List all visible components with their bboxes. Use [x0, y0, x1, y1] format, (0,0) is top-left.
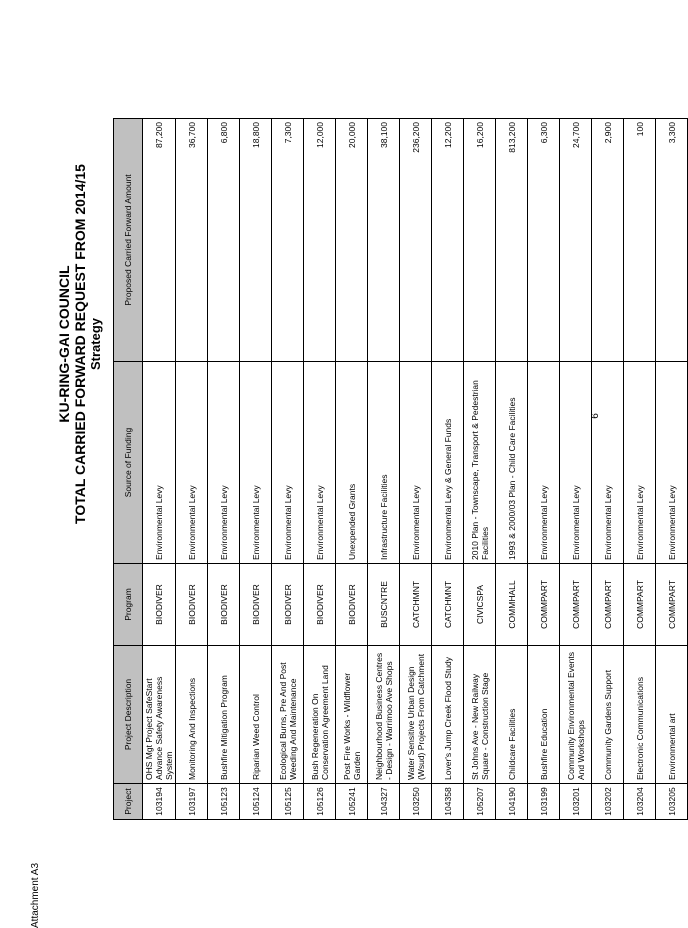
amount-cell: 2,900	[592, 119, 624, 362]
column-header-source: Source of Funding	[114, 362, 143, 564]
table-row	[368, 119, 400, 820]
source-cell: Environmental Levy & General Funds	[432, 362, 464, 564]
table-row	[496, 119, 528, 820]
column-header-description: Project Description	[114, 646, 143, 784]
description-cell: Bushfire Mitigation Program	[208, 646, 240, 784]
program-cell: BIODIVER	[336, 564, 368, 646]
table-row	[528, 119, 560, 820]
source-cell: Environmental Levy	[656, 362, 688, 564]
source-cell: Environmental Levy	[400, 362, 432, 564]
column-header-project: Project	[114, 784, 143, 820]
page-number: 6	[590, 413, 601, 419]
description-cell: Childcare Facilities	[496, 646, 528, 784]
table-row	[592, 119, 624, 820]
table-row	[143, 119, 176, 820]
program-cell: COMMPART	[656, 564, 688, 646]
program-cell: COMMHALL	[496, 564, 528, 646]
description-cell: Water Sensitive Urban Design (Wsud) Projects From Catchment	[400, 646, 432, 784]
project-cell: 105126	[304, 784, 336, 820]
report-title: TOTAL CARRIED FORWARD REQUEST FROM 2014/15	[72, 164, 88, 524]
table-row	[208, 119, 240, 820]
table-header-row	[114, 119, 143, 820]
project-cell: 103199	[528, 784, 560, 820]
description-cell: Community Gardens Support	[592, 646, 624, 784]
description-cell: Riparian Weed Control	[240, 646, 272, 784]
amount-cell: 12,000	[304, 119, 336, 362]
amount-cell: 100	[624, 119, 656, 362]
table-row	[464, 119, 496, 820]
amount-cell: 813,200	[496, 119, 528, 362]
source-cell: 1993 & 2000/03 Plan - Child Care Facilities	[496, 362, 528, 564]
source-cell: Environmental Levy	[143, 362, 176, 564]
table-row	[176, 119, 208, 820]
carried-forward-table	[113, 118, 688, 820]
source-cell: Environmental Levy	[176, 362, 208, 564]
description-cell: Ecological Burns, Pre And Post Weeding And Maintenance	[272, 646, 304, 784]
table-row	[304, 119, 336, 820]
table-row	[624, 119, 656, 820]
project-cell: 105123	[208, 784, 240, 820]
project-cell: 103201	[560, 784, 592, 820]
project-cell: 103250	[400, 784, 432, 820]
table-row	[432, 119, 464, 820]
table-row	[336, 119, 368, 820]
description-cell: OHS Mgt Project SafeStart Advance Safety Awareness System	[143, 646, 176, 784]
description-cell: Post Fire Works - Wildflower Garden	[336, 646, 368, 784]
project-cell: 105207	[464, 784, 496, 820]
source-cell: Environmental Levy	[592, 362, 624, 564]
report-subtitle: Strategy	[88, 317, 103, 371]
project-cell: 103204	[624, 784, 656, 820]
description-cell: St Johns Ave - New Railway Square - Construction Stage	[464, 646, 496, 784]
project-cell: 105241	[336, 784, 368, 820]
program-cell: BIODIVER	[272, 564, 304, 646]
project-cell: 105125	[272, 784, 304, 820]
attachment-label: Attachment A3	[30, 862, 41, 928]
program-cell: COMMPART	[624, 564, 656, 646]
amount-cell: 7,300	[272, 119, 304, 362]
program-cell: CATCHMNT	[400, 564, 432, 646]
source-cell: Environmental Levy	[240, 362, 272, 564]
project-cell: 103205	[656, 784, 688, 820]
source-cell: Environmental Levy	[208, 362, 240, 564]
amount-cell: 20,000	[336, 119, 368, 362]
amount-cell: 38,100	[368, 119, 400, 362]
program-cell: COMMPART	[592, 564, 624, 646]
amount-cell: 87,200	[143, 119, 176, 362]
program-cell: COMMPART	[560, 564, 592, 646]
program-cell: BIODIVER	[143, 564, 176, 646]
source-cell: Environmental Levy	[304, 362, 336, 564]
project-cell: 103197	[176, 784, 208, 820]
description-cell: Monitoring And Inspections	[176, 646, 208, 784]
column-header-amount: Proposed Carried Forward Amount	[114, 119, 143, 362]
project-cell: 103202	[592, 784, 624, 820]
table-row	[400, 119, 432, 820]
source-cell: Environmental Levy	[528, 362, 560, 564]
project-cell: 104190	[496, 784, 528, 820]
program-cell: BIODIVER	[208, 564, 240, 646]
project-cell: 104327	[368, 784, 400, 820]
table-row	[560, 119, 592, 820]
description-cell: Electronic Communications	[624, 646, 656, 784]
source-cell: Unexpended Grants	[336, 362, 368, 564]
title-block	[56, 44, 104, 644]
description-cell: Bushfire Education	[528, 646, 560, 784]
amount-cell: 36,700	[176, 119, 208, 362]
amount-cell: 6,800	[208, 119, 240, 362]
amount-cell: 24,700	[560, 119, 592, 362]
program-cell: BIODIVER	[176, 564, 208, 646]
amount-cell: 16,200	[464, 119, 496, 362]
description-cell: Lover's Jump Creek Flood Study	[432, 646, 464, 784]
program-cell: BIODIVER	[240, 564, 272, 646]
amount-cell: 236,200	[400, 119, 432, 362]
amount-cell: 12,200	[432, 119, 464, 362]
project-cell: 105124	[240, 784, 272, 820]
table-row	[272, 119, 304, 820]
program-cell: CIVICSPA	[464, 564, 496, 646]
amount-cell: 18,800	[240, 119, 272, 362]
description-cell: Environmental art	[656, 646, 688, 784]
project-cell: 103194	[143, 784, 176, 820]
program-cell: COMMPART	[528, 564, 560, 646]
source-cell: 2010 Plan - Townscape, Transport & Pedestrian Facilities	[464, 362, 496, 564]
source-cell: Environmental Levy	[624, 362, 656, 564]
description-cell: Community Environmental Events And Workshops	[560, 646, 592, 784]
amount-cell: 3,300	[656, 119, 688, 362]
source-cell: Infrastructure Facilities	[368, 362, 400, 564]
program-cell: BUSCNTRE	[368, 564, 400, 646]
source-cell: Environmental Levy	[272, 362, 304, 564]
column-header-program: Program	[114, 564, 143, 646]
table-row	[656, 119, 688, 820]
description-cell: Bush Regeneration On Conservation Agreement Land	[304, 646, 336, 784]
source-cell: Environmental Levy	[560, 362, 592, 564]
org-name: KU-RING-GAI COUNCIL	[56, 265, 72, 423]
landscape-page	[0, 122, 677, 928]
table-row	[240, 119, 272, 820]
program-cell: CATCHMNT	[432, 564, 464, 646]
amount-cell: 6,300	[528, 119, 560, 362]
description-cell: Neighbourhood Business Centres - Design - Warrimoo Ave Shops	[368, 646, 400, 784]
program-cell: BIODIVER	[304, 564, 336, 646]
project-cell: 104358	[432, 784, 464, 820]
